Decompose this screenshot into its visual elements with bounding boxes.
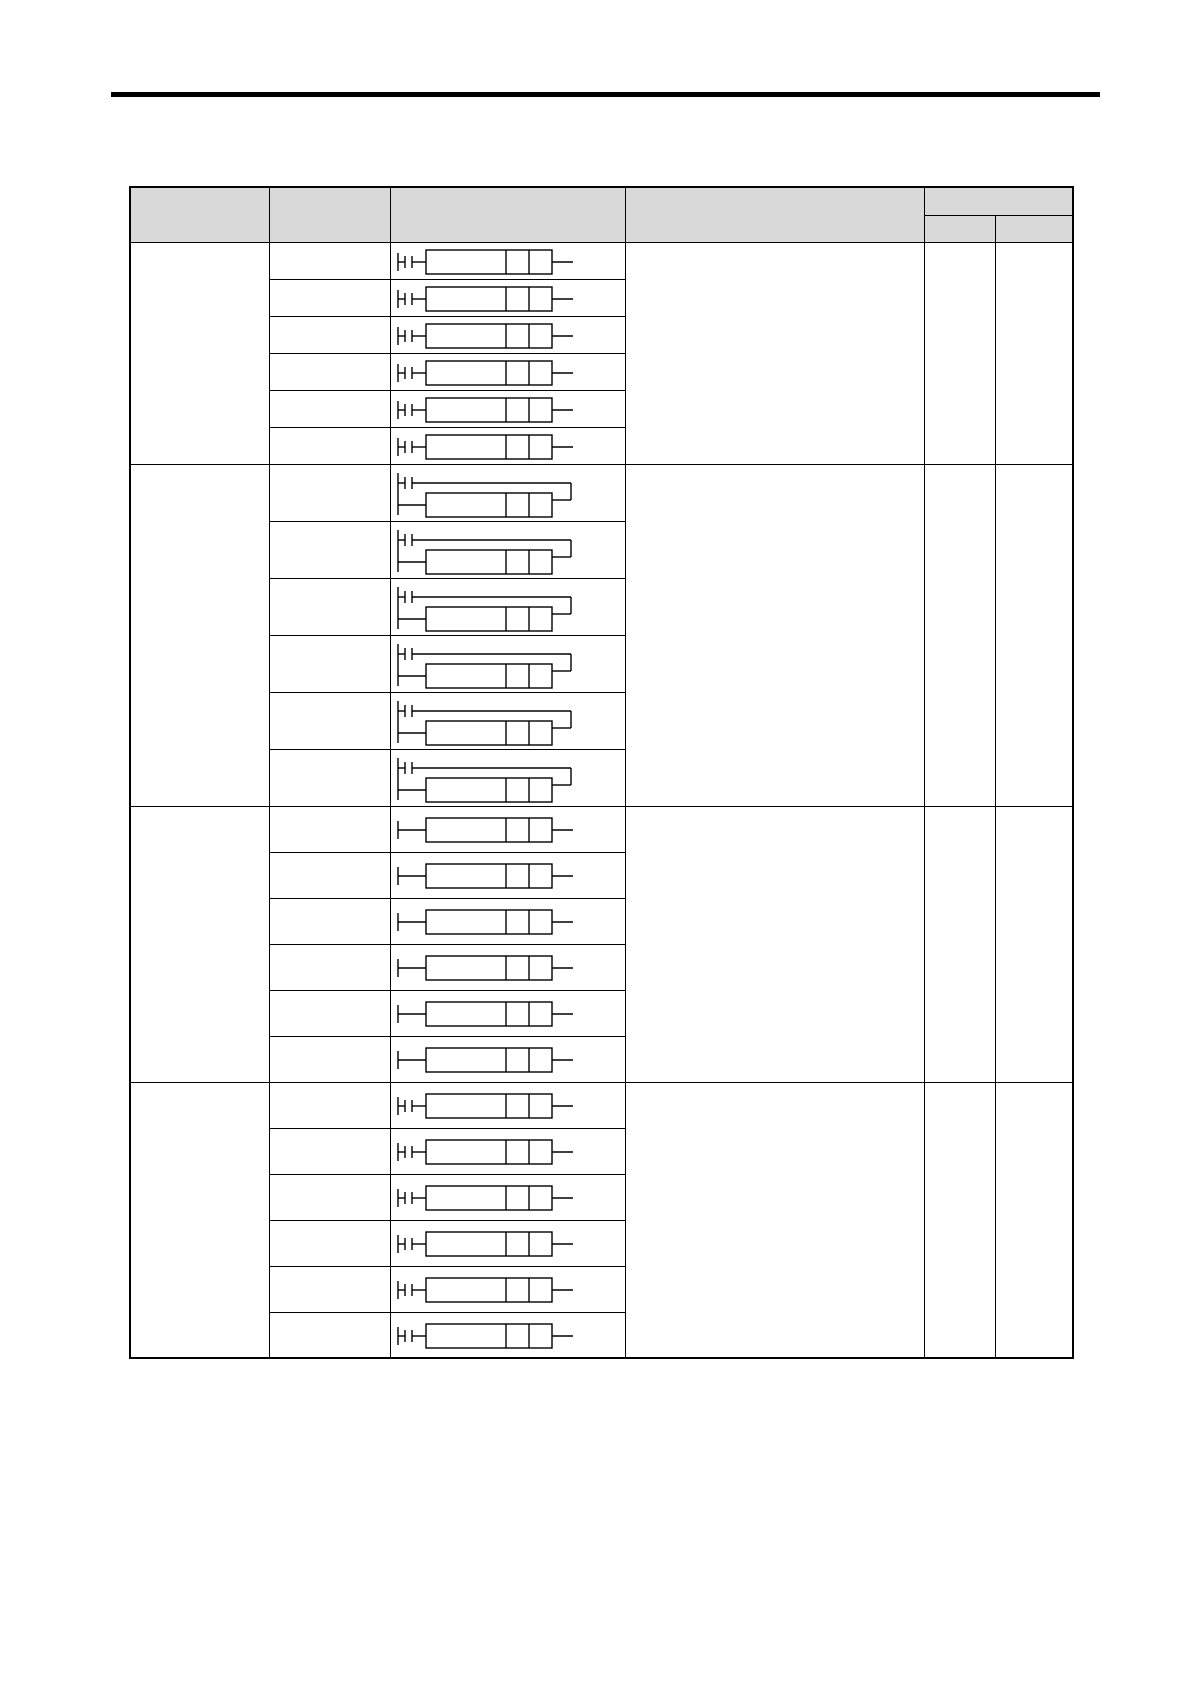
line-box-ladder-symbol xyxy=(391,945,624,991)
parallel-box-ladder-symbol xyxy=(391,522,624,579)
steps-cell xyxy=(924,464,995,806)
steps-cell xyxy=(924,1082,995,1358)
instruction-cell xyxy=(269,1174,390,1220)
contact-box-ladder-symbol xyxy=(391,243,624,280)
symbol-cell xyxy=(390,806,625,852)
symbol-cell xyxy=(390,635,625,692)
instruction-cell xyxy=(269,279,390,316)
line-box-ladder-symbol xyxy=(391,1037,624,1083)
symbol-cell xyxy=(390,353,625,390)
contact-box-ladder-symbol xyxy=(391,1267,624,1313)
symbol-cell xyxy=(390,1266,625,1312)
group-name xyxy=(130,806,269,1082)
instruction-cell xyxy=(269,521,390,578)
instruction-cell xyxy=(269,635,390,692)
symbol-cell xyxy=(390,1128,625,1174)
instruction-cell xyxy=(269,464,390,521)
parallel-box-ladder-symbol xyxy=(391,465,624,522)
contact-box-ladder-symbol xyxy=(391,1175,624,1221)
steps-cell xyxy=(924,806,995,1082)
instruction-cell xyxy=(269,944,390,990)
instruction-cell xyxy=(269,1266,390,1312)
group-name xyxy=(130,242,269,464)
table-row xyxy=(130,1082,1073,1128)
steps-cell xyxy=(924,242,995,464)
instruction-cell xyxy=(269,353,390,390)
contact-box-ladder-symbol xyxy=(391,1129,624,1175)
header-symbol xyxy=(390,187,625,242)
parallel-box-ladder-symbol xyxy=(391,750,624,807)
symbol-cell xyxy=(390,578,625,635)
line-box-ladder-symbol xyxy=(391,807,624,853)
header-sub-b xyxy=(995,215,1073,242)
contact-box-ladder-symbol xyxy=(391,391,624,428)
symbol-cell xyxy=(390,390,625,427)
contact-box-ladder-symbol xyxy=(391,1313,624,1359)
speed-cell xyxy=(995,806,1073,1082)
instruction-cell xyxy=(269,692,390,749)
table-row xyxy=(130,464,1073,521)
header-description xyxy=(625,187,924,242)
symbol-cell xyxy=(390,1220,625,1266)
contact-box-ladder-symbol xyxy=(391,1221,624,1267)
contact-box-ladder-symbol xyxy=(391,280,624,317)
speed-cell xyxy=(995,1082,1073,1358)
description-cell xyxy=(625,806,924,1082)
instruction-cell xyxy=(269,316,390,353)
instruction-cell xyxy=(269,578,390,635)
instruction-cell xyxy=(269,1312,390,1358)
description-cell xyxy=(625,242,924,464)
description-cell xyxy=(625,464,924,806)
instruction-table xyxy=(129,186,1074,1359)
symbol-cell xyxy=(390,1082,625,1128)
line-box-ladder-symbol xyxy=(391,991,624,1037)
speed-cell xyxy=(995,242,1073,464)
parallel-box-ladder-symbol xyxy=(391,693,624,750)
instruction-cell xyxy=(269,390,390,427)
instruction-cell xyxy=(269,427,390,464)
symbol-cell xyxy=(390,279,625,316)
symbol-cell xyxy=(390,1312,625,1358)
header-instruction xyxy=(269,187,390,242)
parallel-box-ladder-symbol xyxy=(391,579,624,636)
instruction-cell xyxy=(269,1128,390,1174)
symbol-cell xyxy=(390,242,625,279)
instruction-cell xyxy=(269,749,390,806)
line-box-ladder-symbol xyxy=(391,899,624,945)
top-rule xyxy=(111,92,1100,97)
description-cell xyxy=(625,1082,924,1358)
symbol-cell xyxy=(390,990,625,1036)
header-group xyxy=(924,187,1073,215)
symbol-cell xyxy=(390,692,625,749)
instruction-cell xyxy=(269,1082,390,1128)
contact-box-ladder-symbol xyxy=(391,317,624,354)
symbol-cell xyxy=(390,1036,625,1082)
symbol-cell xyxy=(390,427,625,464)
contact-box-ladder-symbol xyxy=(391,428,624,465)
instruction-cell xyxy=(269,1220,390,1266)
symbol-cell xyxy=(390,749,625,806)
group-name xyxy=(130,1082,269,1358)
symbol-cell xyxy=(390,464,625,521)
symbol-cell xyxy=(390,316,625,353)
symbol-cell xyxy=(390,944,625,990)
instruction-cell xyxy=(269,806,390,852)
symbol-cell xyxy=(390,1174,625,1220)
contact-box-ladder-symbol xyxy=(391,354,624,391)
line-box-ladder-symbol xyxy=(391,853,624,899)
parallel-box-ladder-symbol xyxy=(391,636,624,693)
header-classification xyxy=(130,187,269,242)
instruction-cell xyxy=(269,990,390,1036)
symbol-cell xyxy=(390,898,625,944)
group-name xyxy=(130,464,269,806)
contact-box-ladder-symbol xyxy=(391,1083,624,1129)
symbol-cell xyxy=(390,521,625,578)
header-sub-a xyxy=(924,215,995,242)
instruction-cell xyxy=(269,242,390,279)
instruction-cell xyxy=(269,1036,390,1082)
symbol-cell xyxy=(390,852,625,898)
speed-cell xyxy=(995,464,1073,806)
table-row xyxy=(130,806,1073,852)
table-row xyxy=(130,242,1073,279)
instruction-cell xyxy=(269,898,390,944)
instruction-cell xyxy=(269,852,390,898)
